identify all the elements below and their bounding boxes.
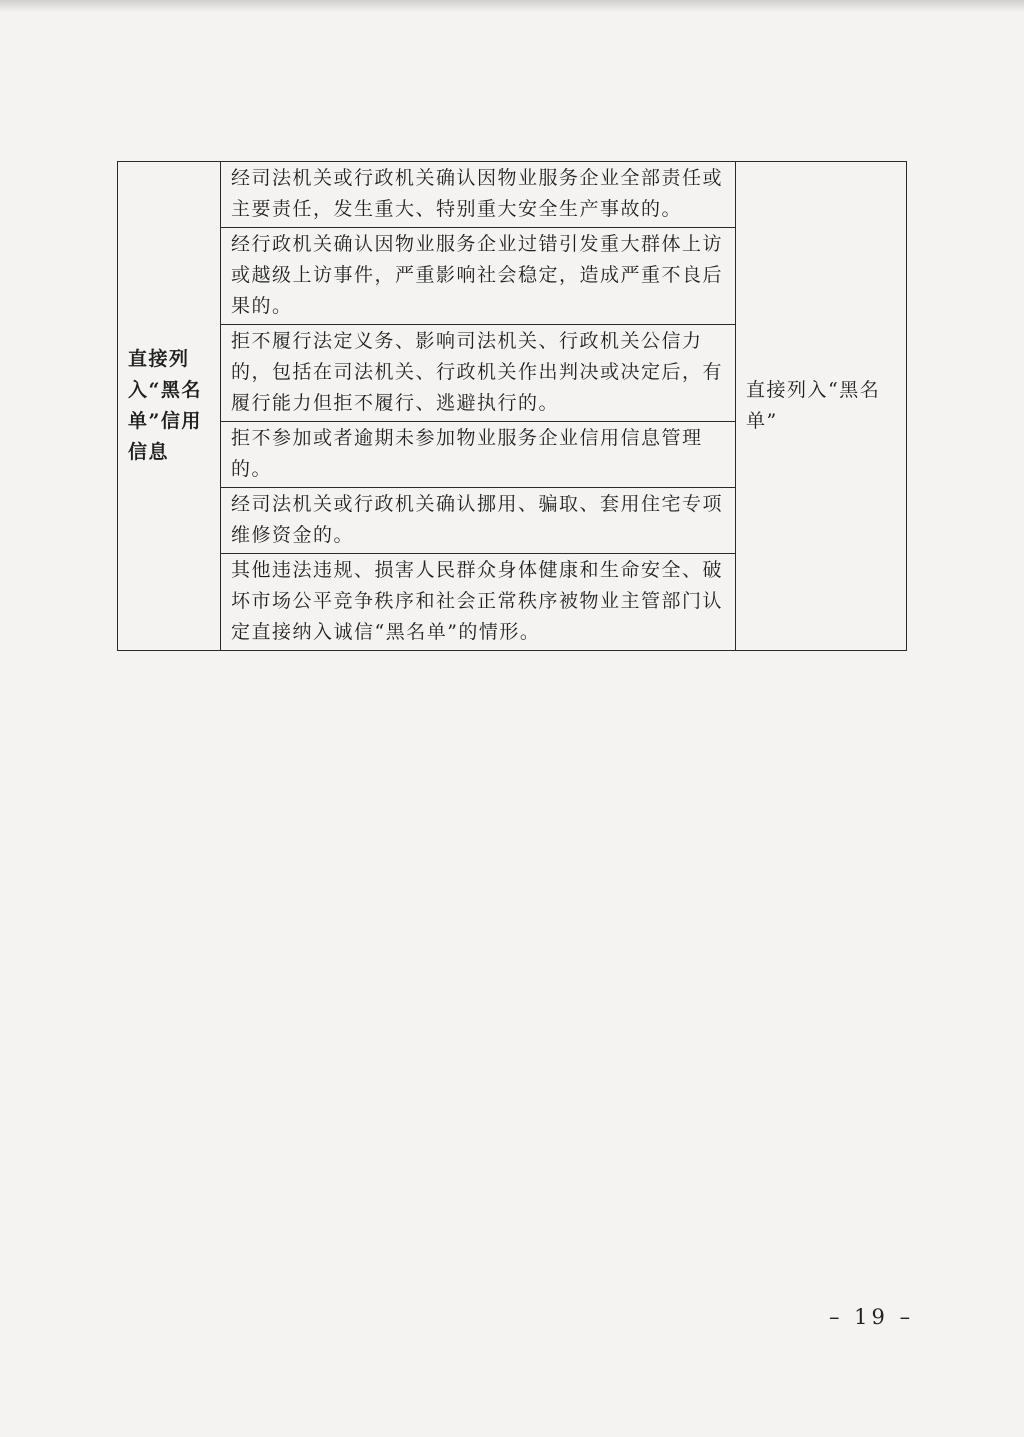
criteria-item: 拒不履行法定义务、影响司法机关、行政机关公信力的，包括在司法机关、行政机关作出判决或决定后，有履行能力但拒不履行、逃避执行的。	[221, 325, 736, 422]
category-cell: 直接列入“黑名单”信用信息	[118, 162, 221, 651]
criteria-item: 经行政机关确认因物业服务企业过错引发重大群体上访或越级上访事件，严重影响社会稳定，造成严重不良后果的。	[221, 228, 736, 325]
blacklist-criteria-table	[117, 161, 907, 651]
scan-edge-shadow	[0, 0, 1024, 12]
page-number: – 19 –	[829, 1305, 915, 1329]
criteria-item: 经司法机关或行政机关确认挪用、骗取、套用住宅专项维修资金的。	[221, 488, 736, 554]
table-row	[118, 162, 907, 228]
criteria-item: 拒不参加或者逾期未参加物业服务企业信用信息管理的。	[221, 422, 736, 488]
criteria-item: 经司法机关或行政机关确认因物业服务企业全部责任或主要责任，发生重大、特别重大安全生产事故的。	[221, 162, 736, 228]
criteria-item: 其他违法违规、损害人民群众身体健康和生命安全、破坏市场公平竞争秩序和社会正常秩序被物业主管部门认定直接纳入诚信“黑名单”的情形。	[221, 554, 736, 651]
measure-cell: 直接列入“黑名单”	[736, 162, 907, 651]
